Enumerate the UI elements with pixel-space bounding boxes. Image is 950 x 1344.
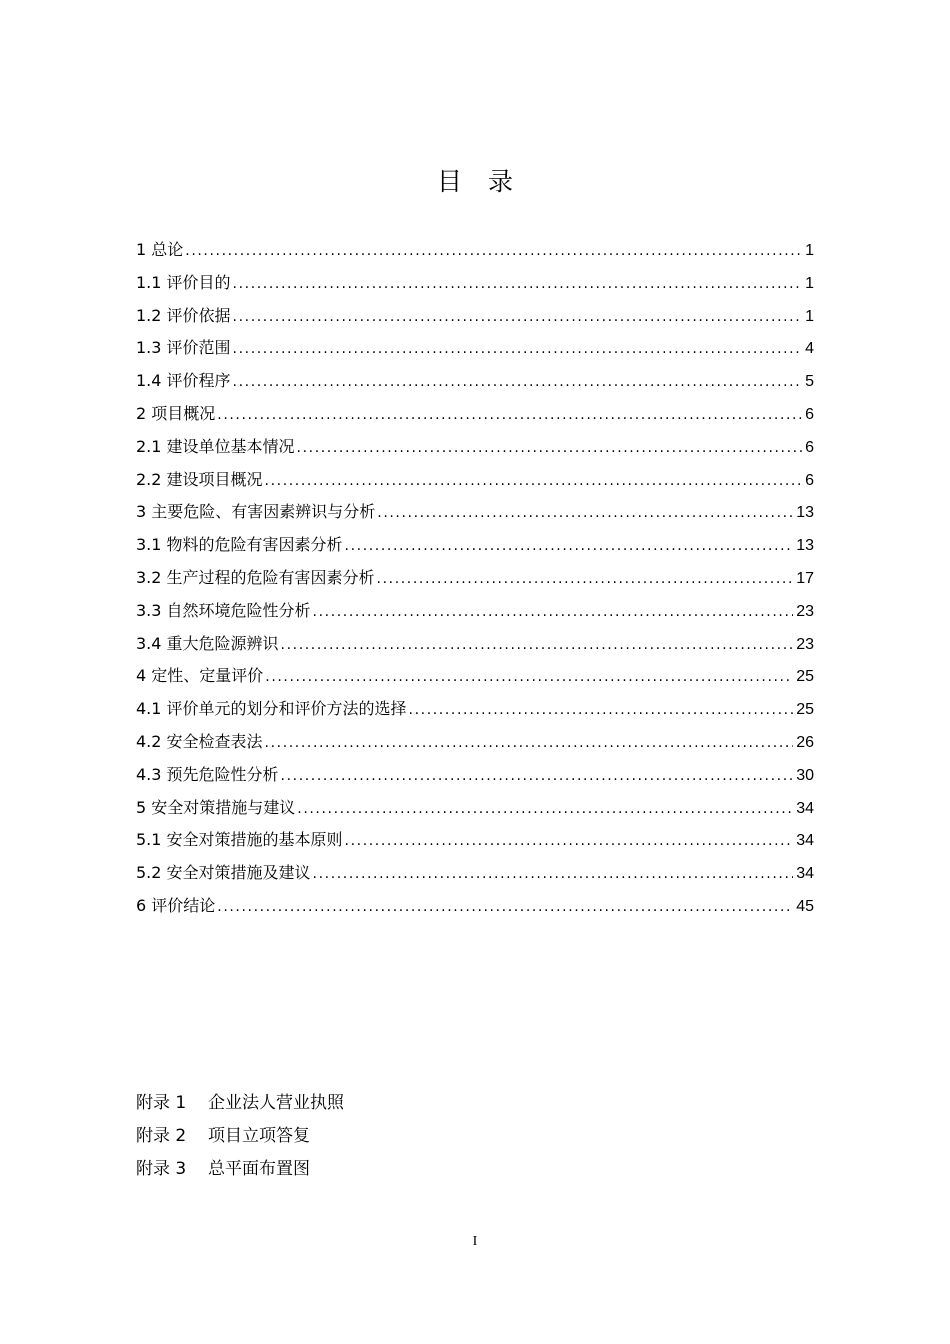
appendix-list: [136, 1087, 636, 1186]
toc-entry-page: 25: [796, 668, 814, 686]
toc-entry-title: 1.3 评价范围: [136, 338, 231, 358]
toc-entry[interactable]: [136, 464, 814, 497]
appendix-label: 附录 3: [136, 1159, 187, 1179]
appendix-label: 附录 1: [136, 1093, 187, 1113]
toc-entry[interactable]: [136, 267, 814, 300]
toc-entry-title: 1.2 评价依据: [136, 305, 231, 325]
toc-dot-leader: [297, 793, 793, 826]
toc-entry-page: 34: [796, 799, 814, 817]
appendix-item: [136, 1153, 636, 1186]
toc-dot-leader: [265, 727, 794, 760]
toc-entry-page: 13: [796, 537, 814, 555]
toc-entry[interactable]: [136, 300, 814, 333]
toc-entry[interactable]: [136, 890, 814, 923]
appendix-title: 总平面布置图: [208, 1159, 310, 1179]
appendix-item: [136, 1087, 636, 1120]
toc-entry-page: 6: [805, 471, 814, 489]
appendix-label: 附录 2: [136, 1126, 187, 1146]
toc-entry[interactable]: [136, 857, 814, 890]
toc-dot-leader: [217, 399, 802, 432]
toc-entry-title: 3.1 物料的危险有害因素分析: [136, 535, 343, 555]
toc-entry-page: 30: [796, 766, 814, 784]
toc-dot-leader: [265, 661, 793, 694]
toc-entry-page: 6: [805, 438, 814, 456]
page-title: 目录: [436, 167, 539, 196]
toc-dot-leader: [233, 301, 803, 334]
toc-entry[interactable]: [136, 726, 814, 759]
toc-entry[interactable]: [136, 759, 814, 792]
toc-entry-page: 26: [796, 733, 814, 751]
toc-entry-page: 23: [796, 602, 814, 620]
toc-entry-title: 1.4 评价程序: [136, 371, 231, 391]
toc-entry[interactable]: [136, 792, 814, 825]
toc-entry-title: 3.3 自然环境危险性分析: [136, 600, 311, 620]
toc-entry[interactable]: [136, 234, 814, 267]
toc-dot-leader: [233, 268, 803, 301]
toc-dot-leader: [345, 825, 794, 858]
toc-entry[interactable]: [136, 431, 814, 464]
toc-dot-leader: [265, 465, 803, 498]
toc-entry-title: 3.4 重大危险源辨识: [136, 633, 279, 653]
toc-entry[interactable]: [136, 660, 814, 693]
toc-dot-leader: [345, 530, 794, 563]
toc-entry-title: 2 项目概况: [136, 403, 216, 423]
toc-entry-title: 4.1 评价单元的划分和评价方法的选择: [136, 699, 407, 719]
toc-entry-page: 13: [796, 504, 814, 522]
toc-entry-title: 4.3 预先危险性分析: [136, 764, 279, 784]
toc-entry-title: 4.2 安全检查表法: [136, 731, 263, 751]
toc-entry-title: 5.2 安全对策措施及建议: [136, 863, 311, 883]
toc-dot-leader: [217, 891, 793, 924]
page-number: I: [472, 1234, 478, 1249]
toc-entry-title: 6 评价结论: [136, 895, 216, 915]
appendix-title: 项目立项答复: [208, 1126, 310, 1146]
toc-entry[interactable]: [136, 628, 814, 661]
toc-dot-leader: [185, 235, 802, 268]
toc-dot-leader: [281, 760, 794, 793]
toc-entry[interactable]: [136, 398, 814, 431]
toc-entry-title: 3 主要危险、有害因素辨识与分析: [136, 502, 376, 522]
table-of-contents: [136, 234, 814, 923]
appendix-title: 企业法人营业执照: [208, 1093, 344, 1113]
toc-entry-page: 1: [805, 274, 814, 292]
toc-entry-page: 34: [796, 865, 814, 883]
toc-entry[interactable]: [136, 365, 814, 398]
toc-entry-title: 4 定性、定量评价: [136, 666, 264, 686]
toc-entry-page: 25: [796, 701, 814, 719]
toc-entry-page: 45: [796, 897, 814, 915]
toc-dot-leader: [409, 694, 794, 727]
toc-entry[interactable]: [136, 496, 814, 529]
toc-entry[interactable]: [136, 595, 814, 628]
toc-entry-title: 1.1 评价目的: [136, 272, 231, 292]
toc-entry-title: 5.1 安全对策措施的基本原则: [136, 830, 343, 850]
toc-entry[interactable]: [136, 693, 814, 726]
toc-entry-page: 1: [805, 242, 814, 259]
toc-entry-page: 34: [796, 832, 814, 850]
toc-entry-title: 2.1 建设单位基本情况: [136, 436, 295, 456]
toc-entry[interactable]: [136, 529, 814, 562]
toc-dot-leader: [313, 858, 794, 891]
toc-entry-page: 6: [805, 405, 814, 423]
toc-dot-leader: [377, 497, 793, 530]
toc-dot-leader: [313, 596, 794, 629]
toc-entry-page: 23: [796, 635, 814, 653]
toc-entry-title: 5 安全对策措施与建议: [136, 797, 296, 817]
toc-entry-title: 2.2 建设项目概况: [136, 469, 263, 489]
toc-entry-page: 4: [805, 340, 814, 358]
toc-entry[interactable]: [136, 332, 814, 365]
toc-entry-title: 1 总论: [136, 240, 184, 259]
toc-dot-leader: [233, 333, 803, 366]
toc-dot-leader: [377, 563, 794, 596]
toc-dot-leader: [281, 629, 794, 662]
toc-entry-page: 17: [796, 569, 814, 587]
toc-entry[interactable]: [136, 824, 814, 857]
toc-entry[interactable]: [136, 562, 814, 595]
toc-entry-title: 3.2 生产过程的危险有害因素分析: [136, 567, 375, 587]
toc-entry-page: 5: [805, 373, 814, 391]
toc-entry-page: 1: [805, 307, 814, 325]
appendix-item: [136, 1120, 636, 1153]
toc-dot-leader: [297, 432, 803, 465]
toc-dot-leader: [233, 366, 803, 399]
